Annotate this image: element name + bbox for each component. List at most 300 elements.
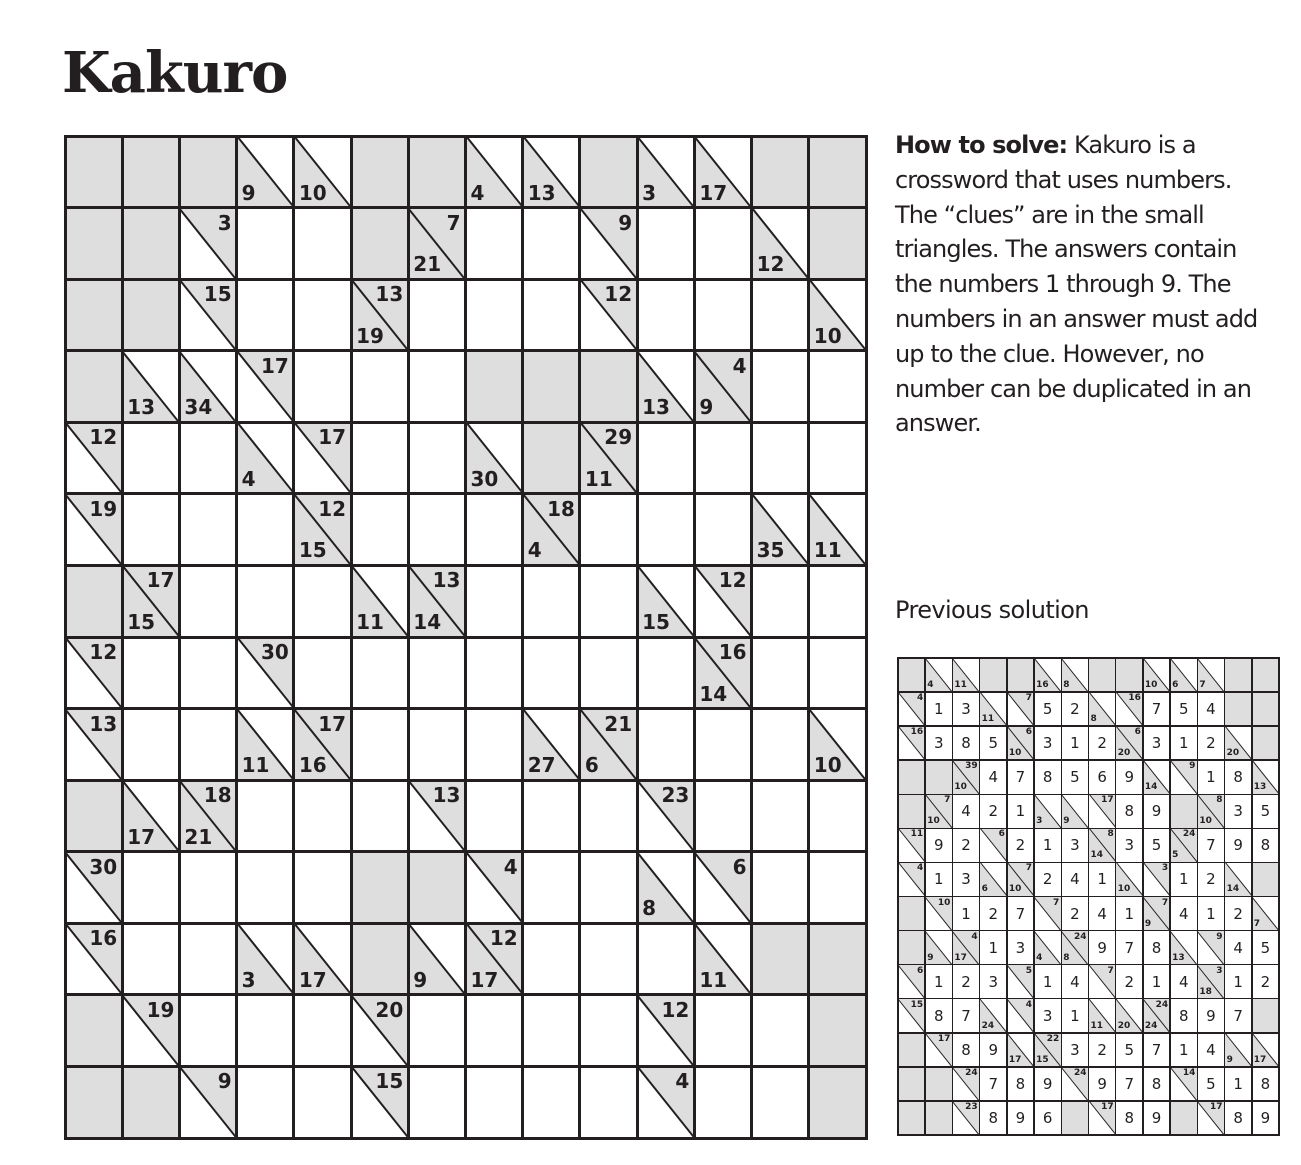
clue-cell xyxy=(523,709,580,781)
solution-cell xyxy=(1089,726,1116,760)
answer-cell[interactable] xyxy=(580,565,637,637)
across-clue-number: 17 xyxy=(261,353,289,378)
grid-line-horizontal xyxy=(897,1066,1280,1068)
blocked-cell xyxy=(898,1033,925,1067)
solution-cell xyxy=(1170,692,1197,726)
answer-cell[interactable] xyxy=(122,637,179,709)
solution-cell xyxy=(1007,1067,1034,1101)
answer-cell[interactable] xyxy=(408,351,465,423)
solution-digit: 8 xyxy=(1124,802,1135,821)
answer-cell[interactable] xyxy=(752,279,809,351)
down-clue-number: 20 xyxy=(1117,748,1131,759)
across-clue-number: 4 xyxy=(503,854,518,879)
across-clue-number: 9 xyxy=(1189,761,1196,772)
answer-cell[interactable] xyxy=(179,995,236,1067)
down-clue-number: 8 xyxy=(1063,952,1070,963)
down-clue-number: 4 xyxy=(241,466,256,491)
clue-cell xyxy=(898,828,925,862)
solution-digit: 4 xyxy=(988,768,999,787)
solution-digit: 1 xyxy=(1233,1074,1243,1093)
clue-cell xyxy=(1197,931,1224,965)
clue-cell xyxy=(294,494,351,566)
across-clue-number: 7 xyxy=(1025,863,1033,874)
answer-cell[interactable] xyxy=(752,637,809,709)
answer-cell[interactable] xyxy=(408,422,465,494)
answer-cell[interactable] xyxy=(523,208,580,280)
blocked-cell xyxy=(65,136,122,208)
down-clue-number: 10 xyxy=(1117,884,1131,895)
blocked-cell xyxy=(466,351,523,423)
solution-digit: 8 xyxy=(961,1040,971,1059)
answer-cell[interactable] xyxy=(237,208,294,280)
grid-line-horizontal xyxy=(897,691,1280,693)
clue-cell xyxy=(1116,999,1143,1033)
answer-cell[interactable] xyxy=(179,494,236,566)
solution-cell xyxy=(1225,999,1252,1033)
solution-digit: 8 xyxy=(1260,1074,1271,1093)
clue-cell xyxy=(637,995,694,1067)
answer-cell[interactable] xyxy=(294,637,351,709)
down-clue-number: 3 xyxy=(241,967,256,992)
down-clue-number: 7 xyxy=(1199,680,1206,691)
down-clue-number: 13 xyxy=(642,395,670,420)
answer-cell[interactable] xyxy=(237,494,294,566)
across-clue-number: 17 xyxy=(318,711,347,736)
clue-cell xyxy=(580,279,637,351)
clue-cell xyxy=(1197,794,1224,828)
solution-digit: 1 xyxy=(1206,768,1216,787)
solution-digit: 9 xyxy=(934,836,944,855)
answer-cell[interactable] xyxy=(351,422,408,494)
answer-cell[interactable] xyxy=(809,637,866,709)
solution-digit: 4 xyxy=(961,802,971,821)
blocked-cell xyxy=(809,136,866,208)
clue-cell xyxy=(809,494,866,566)
answer-cell[interactable] xyxy=(466,995,523,1067)
solution-cell xyxy=(1170,726,1197,760)
clue-cell xyxy=(1225,726,1252,760)
across-clue-number: 24 xyxy=(1182,829,1196,840)
answer-cell[interactable] xyxy=(122,709,179,781)
across-clue-number: 30 xyxy=(89,854,118,879)
answer-cell[interactable] xyxy=(237,995,294,1067)
clue-cell xyxy=(65,709,122,781)
grid-line-horizontal xyxy=(64,1065,868,1068)
solution-cell xyxy=(1197,760,1224,794)
answer-cell[interactable] xyxy=(237,279,294,351)
answer-cell[interactable] xyxy=(466,208,523,280)
across-clue-number: 12 xyxy=(604,282,633,307)
blocked-cell xyxy=(65,1066,122,1138)
kakuro-puzzle-grid xyxy=(65,136,866,1138)
across-clue-number: 12 xyxy=(661,997,690,1022)
answer-cell[interactable] xyxy=(637,208,694,280)
answer-cell[interactable] xyxy=(523,637,580,709)
clue-cell xyxy=(523,136,580,208)
solution-cell xyxy=(1197,1067,1224,1101)
across-clue-number: 24 xyxy=(965,1067,978,1078)
solution-cell xyxy=(980,760,1007,794)
answer-cell[interactable] xyxy=(523,780,580,852)
answer-cell[interactable] xyxy=(752,1066,809,1138)
solution-digit: 7 xyxy=(961,1006,971,1025)
solution-digit: 8 xyxy=(1015,1074,1026,1093)
down-clue-number: 13 xyxy=(1172,952,1185,963)
solution-cell xyxy=(1007,1101,1034,1135)
blocked-cell xyxy=(1252,999,1279,1033)
answer-cell[interactable] xyxy=(408,637,465,709)
solution-cell xyxy=(1197,999,1224,1033)
across-clue-number: 7 xyxy=(1025,693,1033,704)
across-clue-number: 19 xyxy=(89,496,118,521)
solution-cell xyxy=(1252,1067,1279,1101)
down-clue-number: 11 xyxy=(356,609,384,634)
blocked-cell xyxy=(65,351,122,423)
blocked-cell xyxy=(809,923,866,995)
clue-cell xyxy=(1061,794,1088,828)
answer-cell[interactable] xyxy=(809,422,866,494)
clue-cell xyxy=(925,1033,952,1067)
answer-cell[interactable] xyxy=(294,1066,351,1138)
answer-cell[interactable] xyxy=(694,995,751,1067)
answer-cell[interactable] xyxy=(179,852,236,924)
solution-cell xyxy=(1061,692,1088,726)
clue-cell xyxy=(898,726,925,760)
down-clue-number: 11 xyxy=(699,967,728,992)
solution-cell xyxy=(1225,828,1252,862)
solution-cell xyxy=(980,726,1007,760)
solution-cell xyxy=(952,828,979,862)
blocked-cell xyxy=(65,279,122,351)
solution-cell xyxy=(1225,794,1252,828)
answer-cell[interactable] xyxy=(694,422,751,494)
blocked-cell xyxy=(351,208,408,280)
answer-cell[interactable] xyxy=(237,852,294,924)
instructions xyxy=(895,128,1275,441)
solution-digit: 9 xyxy=(1151,802,1162,821)
answer-cell[interactable] xyxy=(466,494,523,566)
answer-cell[interactable] xyxy=(752,852,809,924)
answer-cell[interactable] xyxy=(523,565,580,637)
answer-cell[interactable] xyxy=(351,637,408,709)
blocked-cell xyxy=(898,760,925,794)
down-clue-number: 9 xyxy=(1226,1054,1233,1065)
answer-cell[interactable] xyxy=(580,494,637,566)
across-clue-number: 13 xyxy=(89,711,118,736)
across-clue-number: 6 xyxy=(732,854,747,879)
answer-cell[interactable] xyxy=(122,494,179,566)
answer-cell[interactable] xyxy=(408,709,465,781)
answer-cell[interactable] xyxy=(523,995,580,1067)
clue-cell xyxy=(1089,1101,1116,1135)
solution-cell xyxy=(925,828,952,862)
answer-cell[interactable] xyxy=(637,279,694,351)
clue-cell xyxy=(898,692,925,726)
down-clue-number: 34 xyxy=(184,395,213,420)
answer-cell[interactable] xyxy=(122,852,179,924)
solution-digit: 4 xyxy=(1206,700,1216,719)
clue-cell xyxy=(1089,965,1116,999)
answer-cell[interactable] xyxy=(237,1066,294,1138)
clue-cell xyxy=(1143,658,1170,692)
across-clue-number: 15 xyxy=(910,999,924,1010)
solution-cell xyxy=(1061,760,1088,794)
solution-digit: 1 xyxy=(934,870,944,889)
answer-cell[interactable] xyxy=(637,422,694,494)
answer-cell[interactable] xyxy=(580,1066,637,1138)
answer-cell[interactable] xyxy=(179,709,236,781)
answer-cell[interactable] xyxy=(752,422,809,494)
answer-cell[interactable] xyxy=(694,1066,751,1138)
answer-cell[interactable] xyxy=(351,351,408,423)
solution-cell xyxy=(925,999,952,1033)
solution-cell xyxy=(1143,726,1170,760)
across-clue-number: 17 xyxy=(146,568,175,593)
solution-cell xyxy=(1061,828,1088,862)
clue-cell xyxy=(809,279,866,351)
answer-cell[interactable] xyxy=(694,780,751,852)
solution-cell xyxy=(1143,1067,1170,1101)
answer-cell[interactable] xyxy=(694,494,751,566)
clue-cell xyxy=(1252,760,1279,794)
answer-cell[interactable] xyxy=(408,494,465,566)
down-clue-number: 16 xyxy=(298,753,327,778)
solution-cell xyxy=(1170,965,1197,999)
solution-cell xyxy=(1143,794,1170,828)
answer-cell[interactable] xyxy=(694,208,751,280)
grid-line-horizontal xyxy=(64,707,868,710)
solution-cell xyxy=(952,999,979,1033)
across-clue-number: 13 xyxy=(375,282,404,307)
answer-cell[interactable] xyxy=(580,852,637,924)
solution-digit: 5 xyxy=(1124,1040,1135,1059)
across-clue-number: 16 xyxy=(1128,693,1141,704)
answer-cell[interactable] xyxy=(523,852,580,924)
across-clue-number: 15 xyxy=(203,282,232,307)
solution-digit: 2 xyxy=(1015,836,1026,855)
clue-cell xyxy=(65,637,122,709)
answer-cell[interactable] xyxy=(294,995,351,1067)
across-clue-number: 16 xyxy=(910,727,924,738)
answer-cell[interactable] xyxy=(752,565,809,637)
down-clue-number: 21 xyxy=(413,252,442,277)
answer-cell[interactable] xyxy=(809,565,866,637)
answer-cell[interactable] xyxy=(809,351,866,423)
solution-digit: 5 xyxy=(1042,700,1053,719)
clue-cell xyxy=(694,923,751,995)
answer-cell[interactable] xyxy=(294,208,351,280)
down-clue-number: 8 xyxy=(1063,680,1070,691)
solution-digit: 3 xyxy=(988,972,999,991)
answer-cell[interactable] xyxy=(637,494,694,566)
down-clue-number: 9 xyxy=(241,180,256,205)
answer-cell[interactable] xyxy=(752,709,809,781)
across-clue-number: 24 xyxy=(1155,999,1169,1010)
clue-cell xyxy=(408,923,465,995)
answer-cell[interactable] xyxy=(351,780,408,852)
across-clue-number: 3 xyxy=(1216,965,1223,976)
clue-cell xyxy=(351,565,408,637)
grid-line-horizontal xyxy=(897,896,1280,898)
solution-cell xyxy=(1089,931,1116,965)
answer-cell[interactable] xyxy=(523,279,580,351)
down-clue-number: 10 xyxy=(813,753,842,778)
answer-cell[interactable] xyxy=(122,923,179,995)
answer-cell[interactable] xyxy=(408,1066,465,1138)
blocked-cell xyxy=(1225,658,1252,692)
solution-cell xyxy=(925,862,952,896)
answer-cell[interactable] xyxy=(408,995,465,1067)
answer-cell[interactable] xyxy=(294,351,351,423)
solution-cell xyxy=(1034,965,1061,999)
solution-cell xyxy=(1061,862,1088,896)
solution-digit: 3 xyxy=(1015,938,1026,957)
solution-digit: 4 xyxy=(1206,1040,1216,1059)
clue-cell xyxy=(952,658,979,692)
answer-cell[interactable] xyxy=(351,494,408,566)
answer-cell[interactable] xyxy=(752,780,809,852)
answer-cell[interactable] xyxy=(179,565,236,637)
answer-cell[interactable] xyxy=(580,995,637,1067)
solution-cell xyxy=(1034,692,1061,726)
clue-cell xyxy=(694,637,751,709)
clue-cell xyxy=(980,828,1007,862)
solution-digit: 3 xyxy=(961,700,971,719)
down-clue-number: 17 xyxy=(954,952,967,963)
answer-cell[interactable] xyxy=(237,780,294,852)
answer-cell[interactable] xyxy=(294,565,351,637)
across-clue-number: 6 xyxy=(998,829,1005,840)
answer-cell[interactable] xyxy=(466,780,523,852)
solution-digit: 2 xyxy=(1124,972,1135,991)
answer-cell[interactable] xyxy=(179,637,236,709)
down-clue-number: 10 xyxy=(1144,680,1158,691)
answer-cell[interactable] xyxy=(466,709,523,781)
solution-digit: 6 xyxy=(1097,768,1107,787)
grid-line-horizontal xyxy=(897,1100,1280,1102)
grid-line-horizontal xyxy=(897,828,1280,830)
solution-cell xyxy=(1061,965,1088,999)
clue-cell xyxy=(1007,692,1034,726)
solution-digit: 2 xyxy=(988,904,999,923)
answer-cell[interactable] xyxy=(580,923,637,995)
across-clue-number: 4 xyxy=(916,863,924,874)
clue-cell xyxy=(637,351,694,423)
solution-cell xyxy=(1143,828,1170,862)
answer-cell[interactable] xyxy=(466,1066,523,1138)
answer-cell[interactable] xyxy=(523,923,580,995)
clue-cell xyxy=(1225,1033,1252,1067)
grid-line-horizontal xyxy=(64,850,868,853)
solution-cell xyxy=(952,965,979,999)
down-clue-number: 9 xyxy=(1063,816,1070,827)
clue-cell xyxy=(694,852,751,924)
answer-cell[interactable] xyxy=(122,422,179,494)
clue-cell xyxy=(466,136,523,208)
clue-cell xyxy=(980,999,1007,1033)
clue-cell xyxy=(237,351,294,423)
across-clue-number: 4 xyxy=(916,693,924,704)
answer-cell[interactable] xyxy=(694,279,751,351)
answer-cell[interactable] xyxy=(637,709,694,781)
solution-digit: 9 xyxy=(1233,836,1243,855)
answer-cell[interactable] xyxy=(294,780,351,852)
answer-cell[interactable] xyxy=(809,852,866,924)
down-clue-number: 4 xyxy=(470,180,485,205)
solution-digit: 4 xyxy=(1178,972,1189,991)
answer-cell[interactable] xyxy=(637,637,694,709)
clue-cell xyxy=(237,136,294,208)
solution-digit: 7 xyxy=(1151,1040,1162,1059)
grid-line-horizontal xyxy=(64,206,868,209)
answer-cell[interactable] xyxy=(809,780,866,852)
across-clue-number: 11 xyxy=(910,829,924,840)
answer-cell[interactable] xyxy=(466,279,523,351)
clue-cell xyxy=(1061,1067,1088,1101)
across-clue-number: 8 xyxy=(1107,829,1114,840)
down-clue-number: 10 xyxy=(813,323,842,348)
clue-cell xyxy=(952,931,979,965)
solution-cell xyxy=(1197,1033,1224,1067)
answer-cell[interactable] xyxy=(466,637,523,709)
across-clue-number: 4 xyxy=(1025,999,1033,1010)
answer-cell[interactable] xyxy=(294,279,351,351)
answer-cell[interactable] xyxy=(580,637,637,709)
answer-cell[interactable] xyxy=(466,565,523,637)
answer-cell[interactable] xyxy=(523,1066,580,1138)
down-clue-number: 19 xyxy=(356,323,384,348)
solution-digit: 2 xyxy=(1206,734,1216,753)
blocked-cell xyxy=(65,780,122,852)
down-clue-number: 18 xyxy=(1199,986,1212,997)
answer-cell[interactable] xyxy=(179,923,236,995)
answer-cell[interactable] xyxy=(580,780,637,852)
clue-cell xyxy=(580,422,637,494)
answer-cell[interactable] xyxy=(752,351,809,423)
clue-cell xyxy=(1007,965,1034,999)
solution-cell xyxy=(1116,1101,1143,1135)
solution-cell xyxy=(1197,828,1224,862)
answer-cell[interactable] xyxy=(408,279,465,351)
solution-digit: 2 xyxy=(1097,734,1107,753)
blocked-cell xyxy=(1007,658,1034,692)
clue-cell xyxy=(179,780,236,852)
blocked-cell xyxy=(925,1101,952,1135)
solution-digit: 2 xyxy=(961,972,971,991)
solution-digit: 1 xyxy=(1097,870,1107,889)
answer-cell[interactable] xyxy=(637,923,694,995)
grid-line-horizontal xyxy=(897,657,1280,659)
solution-digit: 1 xyxy=(988,938,999,957)
answer-cell[interactable] xyxy=(294,852,351,924)
answer-cell[interactable] xyxy=(179,422,236,494)
answer-cell[interactable] xyxy=(752,995,809,1067)
solution-cell xyxy=(1116,760,1143,794)
blocked-cell xyxy=(122,208,179,280)
solution-cell xyxy=(1143,1101,1170,1135)
previous-solution-grid xyxy=(898,658,1279,1135)
answer-cell[interactable] xyxy=(237,565,294,637)
blocked-cell xyxy=(898,897,925,931)
solution-cell xyxy=(980,1067,1007,1101)
solution-digit: 5 xyxy=(988,734,999,753)
blocked-cell xyxy=(351,136,408,208)
solution-cell xyxy=(1061,999,1088,1033)
across-clue-number: 12 xyxy=(318,496,347,521)
answer-cell[interactable] xyxy=(351,709,408,781)
down-clue-number: 24 xyxy=(981,1020,995,1031)
answer-cell[interactable] xyxy=(694,709,751,781)
